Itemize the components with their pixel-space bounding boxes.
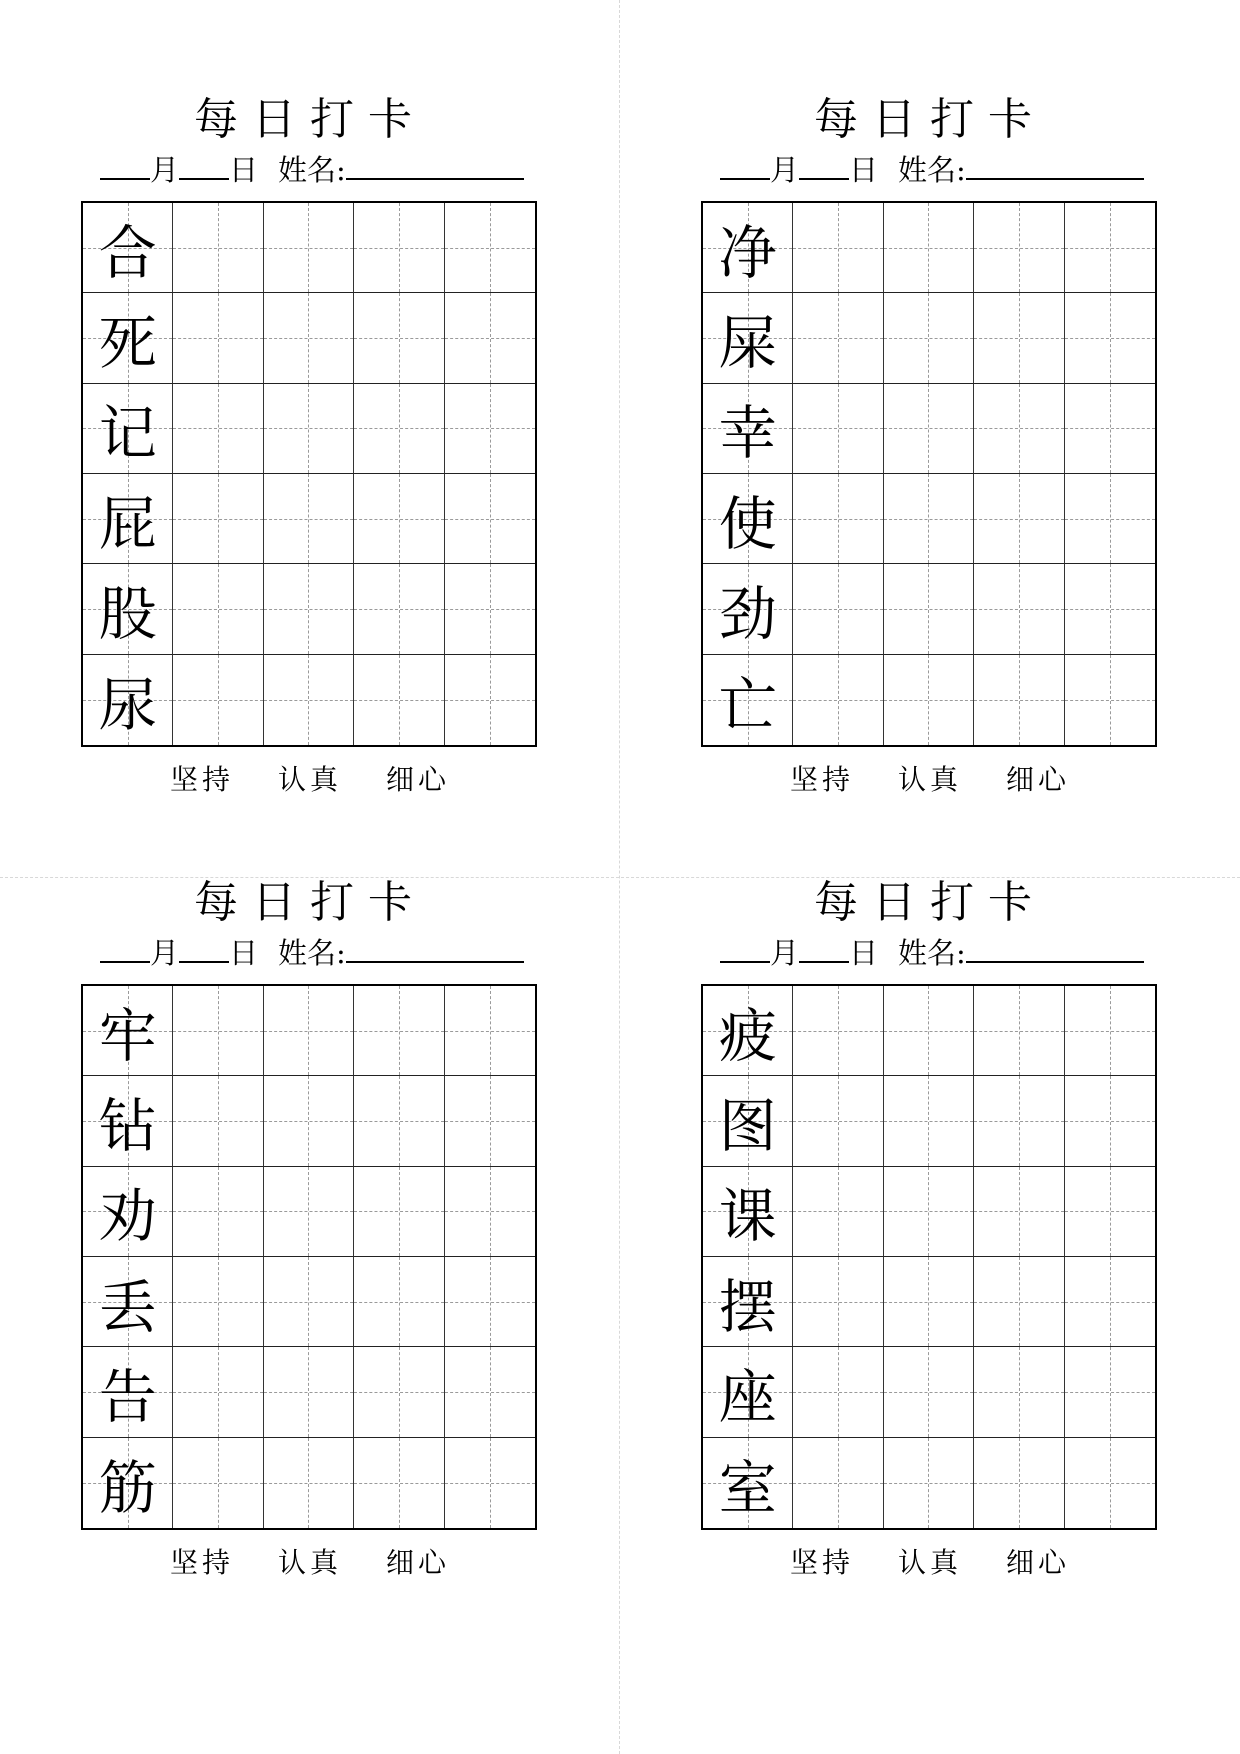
model-character-cell	[83, 1257, 173, 1347]
practice-cell[interactable]	[884, 1347, 974, 1437]
model-character: 使	[718, 489, 777, 558]
model-character: 牢	[98, 1001, 157, 1070]
model-character-cell	[703, 474, 793, 564]
model-character-cell	[83, 655, 173, 745]
name-blank[interactable]	[346, 933, 524, 963]
practice-cell[interactable]	[974, 384, 1064, 474]
day-label: 日	[849, 936, 879, 970]
practice-cell[interactable]	[173, 1167, 263, 1257]
practice-cell[interactable]	[264, 1438, 354, 1528]
practice-card-1	[0, 0, 620, 877]
practice-card-4	[620, 783, 1240, 1660]
practice-cell[interactable]	[173, 1438, 263, 1528]
practice-cell[interactable]	[974, 1076, 1064, 1166]
practice-cell[interactable]	[884, 655, 974, 745]
practice-cell[interactable]	[264, 564, 354, 654]
model-character-cell	[83, 474, 173, 564]
practice-cell[interactable]	[793, 1076, 883, 1166]
model-character: 劲	[718, 579, 777, 648]
practice-cell[interactable]	[445, 384, 535, 474]
practice-cell[interactable]	[974, 564, 1064, 654]
motto-word: 认真	[897, 1546, 962, 1579]
model-character: 死	[98, 308, 157, 377]
card-title: 每日打卡	[814, 877, 1046, 928]
model-character-cell	[703, 293, 793, 383]
tianzige-grid	[701, 201, 1157, 747]
practice-cell[interactable]	[884, 384, 974, 474]
motto-word: 细心	[386, 763, 451, 796]
practice-cell[interactable]	[173, 1257, 263, 1347]
practice-cell[interactable]	[884, 474, 974, 564]
model-character: 筋	[98, 1453, 157, 1522]
name-label: 姓名:	[278, 153, 346, 187]
date-name-line	[720, 150, 1160, 190]
model-character-cell	[703, 655, 793, 745]
practice-cell[interactable]	[173, 986, 263, 1076]
month-label: 月	[770, 153, 800, 187]
motto-word: 认真	[897, 763, 962, 796]
practice-cell[interactable]	[1065, 655, 1155, 745]
practice-cell[interactable]	[793, 1257, 883, 1347]
month-label: 月	[150, 153, 180, 187]
tianzige-grid	[81, 201, 537, 747]
practice-cell[interactable]	[173, 203, 263, 293]
model-character-cell	[83, 986, 173, 1076]
model-character: 合	[98, 218, 157, 287]
practice-cell[interactable]	[173, 564, 263, 654]
day-label: 日	[849, 153, 879, 187]
day-label: 日	[229, 153, 259, 187]
practice-cell[interactable]	[884, 203, 974, 293]
practice-cell[interactable]	[354, 1347, 444, 1437]
day-blank[interactable]	[799, 150, 849, 180]
model-character-cell	[83, 1438, 173, 1528]
practice-cell[interactable]	[264, 1257, 354, 1347]
practice-cell[interactable]	[974, 203, 1064, 293]
motto-word: 坚持	[789, 1546, 854, 1579]
practice-cell[interactable]	[264, 474, 354, 564]
motto-word: 细心	[1006, 763, 1071, 796]
practice-cell[interactable]	[173, 655, 263, 745]
model-character: 摆	[718, 1272, 777, 1341]
month-label: 月	[770, 936, 800, 970]
card-title: 每日打卡	[814, 94, 1046, 145]
month-blank[interactable]	[720, 150, 770, 180]
name-label: 姓名:	[898, 153, 966, 187]
practice-cell[interactable]	[793, 1438, 883, 1528]
month-label: 月	[150, 936, 180, 970]
practice-cell[interactable]	[445, 1076, 535, 1166]
practice-cell[interactable]	[264, 1167, 354, 1257]
practice-cell[interactable]	[1065, 293, 1155, 383]
tianzige-grid	[701, 984, 1157, 1530]
practice-cell[interactable]	[173, 293, 263, 383]
card-title: 每日打卡	[194, 94, 426, 145]
model-character: 图	[718, 1091, 777, 1160]
practice-cell[interactable]	[173, 384, 263, 474]
month-blank[interactable]	[100, 150, 150, 180]
practice-cell[interactable]	[354, 1438, 444, 1528]
practice-cell[interactable]	[1065, 986, 1155, 1076]
model-character-cell	[83, 293, 173, 383]
practice-cell[interactable]	[264, 655, 354, 745]
model-character-cell	[703, 1347, 793, 1437]
model-character-cell	[703, 1167, 793, 1257]
practice-cell[interactable]	[445, 203, 535, 293]
model-character-cell	[83, 1347, 173, 1437]
motto-word: 认真	[277, 763, 342, 796]
motto-word: 细心	[386, 1546, 451, 1579]
practice-cell[interactable]	[884, 1438, 974, 1528]
model-character-cell	[703, 1257, 793, 1347]
model-character-cell	[703, 1076, 793, 1166]
model-character: 屎	[718, 308, 777, 377]
name-label: 姓名:	[278, 936, 346, 970]
date-name-line	[720, 933, 1160, 973]
practice-cell[interactable]	[354, 474, 444, 564]
practice-cell[interactable]	[793, 1347, 883, 1437]
day-blank[interactable]	[799, 933, 849, 963]
model-character-cell	[703, 986, 793, 1076]
day-label: 日	[229, 936, 259, 970]
practice-cell[interactable]	[793, 203, 883, 293]
practice-cell[interactable]	[1065, 1438, 1155, 1528]
name-label: 姓名:	[898, 936, 966, 970]
practice-cell[interactable]	[264, 384, 354, 474]
practice-cell[interactable]	[884, 1076, 974, 1166]
practice-cell[interactable]	[1065, 1347, 1155, 1437]
name-blank[interactable]	[966, 150, 1144, 180]
model-character: 净	[718, 218, 777, 287]
practice-cell[interactable]	[445, 655, 535, 745]
practice-cell[interactable]	[354, 1167, 444, 1257]
model-character-cell	[703, 564, 793, 654]
practice-cell[interactable]	[1065, 203, 1155, 293]
practice-card-2	[620, 0, 1240, 877]
practice-cell[interactable]	[793, 293, 883, 383]
practice-cell[interactable]	[354, 384, 444, 474]
practice-cell[interactable]	[445, 1347, 535, 1437]
practice-cell[interactable]	[974, 1438, 1064, 1528]
practice-cell[interactable]	[173, 1347, 263, 1437]
model-character: 劝	[98, 1182, 157, 1251]
practice-cell[interactable]	[445, 564, 535, 654]
practice-cell[interactable]	[1065, 1076, 1155, 1166]
model-character-cell	[703, 384, 793, 474]
model-character: 幸	[718, 399, 777, 468]
practice-cell[interactable]	[974, 474, 1064, 564]
model-character: 座	[718, 1362, 777, 1431]
practice-cell[interactable]	[884, 986, 974, 1076]
model-character: 屁	[98, 489, 157, 558]
motto-word: 细心	[1006, 1546, 1071, 1579]
date-name-line	[100, 150, 540, 190]
practice-cell[interactable]	[974, 293, 1064, 383]
practice-cell[interactable]	[445, 1167, 535, 1257]
practice-cell[interactable]	[974, 655, 1064, 745]
practice-cell[interactable]	[1065, 474, 1155, 564]
practice-cell[interactable]	[1065, 1167, 1155, 1257]
model-character: 记	[98, 399, 157, 468]
card-title: 每日打卡	[194, 877, 426, 928]
practice-cell[interactable]	[445, 1438, 535, 1528]
practice-cell[interactable]	[173, 1076, 263, 1166]
practice-cell[interactable]	[884, 564, 974, 654]
model-character: 告	[98, 1362, 157, 1431]
model-character-cell	[83, 203, 173, 293]
model-character-cell	[83, 384, 173, 474]
motto-footer	[620, 1541, 1240, 1581]
motto-word: 坚持	[169, 763, 234, 796]
motto-word: 坚持	[789, 763, 854, 796]
practice-cell[interactable]	[884, 293, 974, 383]
practice-cell[interactable]	[793, 655, 883, 745]
practice-cell[interactable]	[974, 1257, 1064, 1347]
model-character: 亡	[718, 670, 777, 739]
model-character: 室	[718, 1453, 777, 1522]
name-blank[interactable]	[966, 933, 1144, 963]
model-character-cell	[83, 1167, 173, 1257]
practice-cell[interactable]	[793, 474, 883, 564]
practice-card-3	[0, 783, 620, 1660]
model-character-cell	[83, 1076, 173, 1166]
motto-word: 坚持	[169, 1546, 234, 1579]
model-character-cell	[703, 1438, 793, 1528]
practice-cell[interactable]	[445, 1257, 535, 1347]
practice-cell[interactable]	[445, 293, 535, 383]
model-character: 股	[98, 579, 157, 648]
practice-cell[interactable]	[1065, 384, 1155, 474]
practice-cell[interactable]	[354, 1076, 444, 1166]
model-character: 钻	[98, 1091, 157, 1160]
practice-cell[interactable]	[354, 1257, 444, 1347]
model-character: 课	[718, 1182, 777, 1251]
practice-cell[interactable]	[264, 293, 354, 383]
practice-cell[interactable]	[173, 474, 263, 564]
practice-cell[interactable]	[974, 986, 1064, 1076]
practice-cell[interactable]	[354, 293, 444, 383]
practice-cell[interactable]	[264, 1347, 354, 1437]
day-blank[interactable]	[179, 933, 229, 963]
model-character: 丢	[98, 1272, 157, 1341]
motto-footer	[0, 1541, 620, 1581]
month-blank[interactable]	[720, 933, 770, 963]
practice-cell[interactable]	[264, 203, 354, 293]
practice-cell[interactable]	[354, 564, 444, 654]
practice-cell[interactable]	[354, 203, 444, 293]
motto-word: 认真	[277, 1546, 342, 1579]
practice-cell[interactable]	[354, 655, 444, 745]
date-name-line	[100, 933, 540, 973]
practice-cell[interactable]	[445, 986, 535, 1076]
practice-cell[interactable]	[354, 986, 444, 1076]
practice-cell[interactable]	[793, 564, 883, 654]
practice-cell[interactable]	[793, 1167, 883, 1257]
practice-cell[interactable]	[884, 1167, 974, 1257]
practice-cell[interactable]	[793, 384, 883, 474]
practice-cell[interactable]	[974, 1167, 1064, 1257]
model-character: 尿	[98, 670, 157, 739]
practice-cell[interactable]	[884, 1257, 974, 1347]
model-character-cell	[703, 203, 793, 293]
practice-cell[interactable]	[1065, 1257, 1155, 1347]
practice-cell[interactable]	[264, 1076, 354, 1166]
practice-cell[interactable]	[264, 986, 354, 1076]
name-blank[interactable]	[346, 150, 524, 180]
model-character: 疲	[718, 1001, 777, 1070]
practice-cell[interactable]	[1065, 564, 1155, 654]
model-character-cell	[83, 564, 173, 654]
month-blank[interactable]	[100, 933, 150, 963]
practice-cell[interactable]	[445, 474, 535, 564]
day-blank[interactable]	[179, 150, 229, 180]
practice-cell[interactable]	[974, 1347, 1064, 1437]
tianzige-grid	[81, 984, 537, 1530]
practice-cell[interactable]	[793, 986, 883, 1076]
